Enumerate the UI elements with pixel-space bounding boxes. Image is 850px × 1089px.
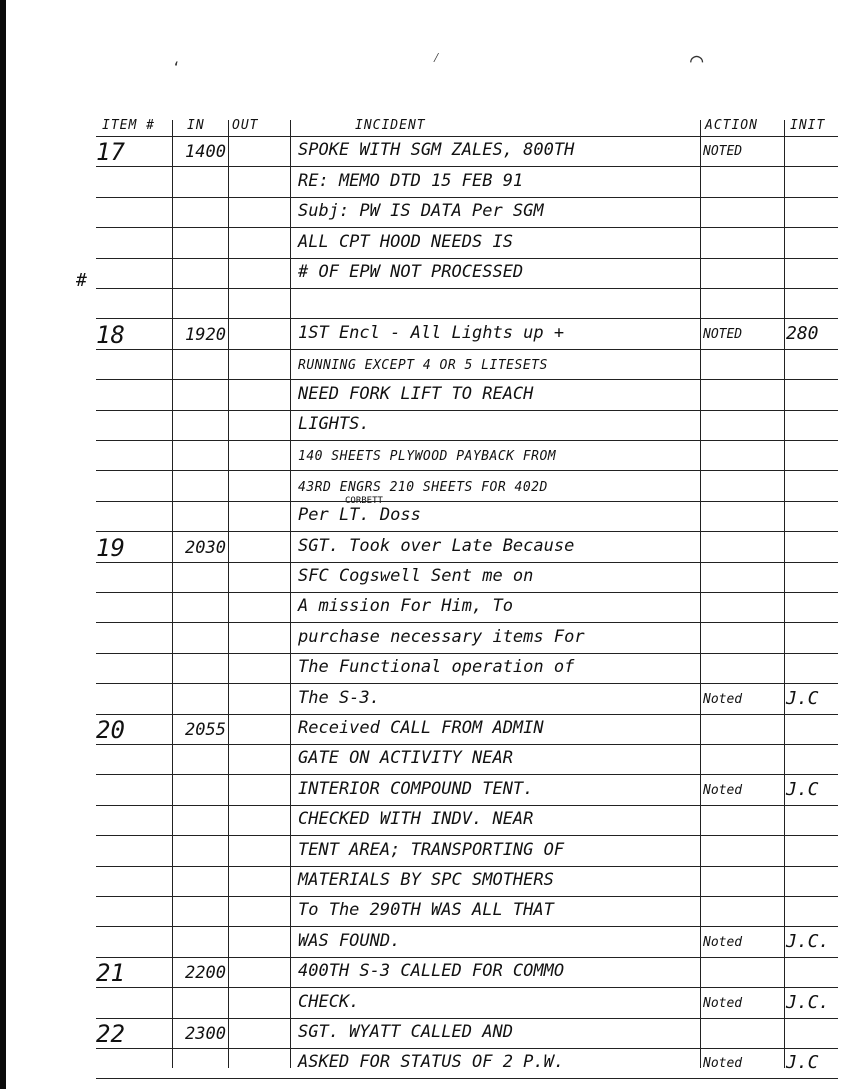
time-in: 2030: [185, 537, 226, 558]
incident-text: SGT. WYATT CALLED AND: [298, 1022, 513, 1042]
row-rule: [96, 318, 838, 319]
incident-text: CHECKED WITH INDV. NEAR: [298, 809, 534, 830]
incident-text: Received CALL FROM ADMIN: [298, 718, 544, 738]
header-incident: INCIDENT: [355, 118, 426, 133]
initials: J.C.: [786, 930, 830, 952]
time-in: 2200: [185, 963, 226, 984]
row-rule: [96, 1018, 838, 1019]
row-rule: [96, 805, 838, 806]
row-rule: [96, 349, 838, 350]
initials: J.C.: [786, 991, 830, 1013]
scan-edge: [0, 0, 6, 1089]
row-rule: [96, 987, 838, 988]
row-rule: [96, 470, 838, 471]
row-rule: [96, 683, 838, 684]
scan-mark: ⁄: [432, 50, 441, 66]
incident-text: NEED FORK LIFT TO REACH: [298, 383, 534, 404]
scan-mark: ⌒: [690, 48, 704, 73]
incident-text: ASKED FOR STATUS OF 2 P.W.: [298, 1052, 565, 1073]
row-rule: [96, 835, 838, 836]
incident-text: RE: MEMO DTD 15 FEB 91: [298, 170, 524, 191]
row-rule: [96, 288, 838, 289]
header-action: ACTION: [705, 118, 758, 133]
item-number: 20: [96, 716, 125, 744]
row-rule: [96, 410, 838, 411]
incident-text: 43RD ENGRS 210 SHEETS FOR 402D: [298, 479, 548, 495]
time-in: 1920: [185, 324, 226, 345]
row-rule: [96, 227, 838, 228]
incident-text: SGT. Took over Late Because: [298, 535, 575, 556]
incident-text: purchase necessary items For: [298, 626, 585, 647]
row-rule: [96, 562, 838, 563]
incident-text: TENT AREA; TRANSPORTING OF: [298, 839, 565, 860]
row-rule: [96, 166, 838, 167]
incident-text: Per LT. Doss: [298, 505, 421, 526]
time-in: 2300: [185, 1024, 226, 1044]
item-number: 17: [96, 138, 125, 167]
action-noted: Noted: [703, 995, 743, 1011]
row-rule: [96, 1048, 838, 1049]
action-noted: Noted: [703, 934, 743, 950]
header-init: INIT: [790, 118, 826, 133]
incident-text: SPOKE WITH SGM ZALES, 800TH: [298, 140, 575, 161]
header-in: IN: [187, 118, 205, 133]
incident-text: LIGHTS.: [298, 414, 370, 434]
row-rule: [96, 622, 838, 623]
row-rule: [96, 258, 838, 259]
header-rule: [96, 136, 838, 137]
action-noted: Noted: [703, 691, 743, 707]
over-note: CORBETT: [345, 496, 383, 507]
row-rule: [96, 379, 838, 380]
header-out: OUT: [232, 118, 259, 133]
incident-text: RUNNING EXCEPT 4 OR 5 LITESETS: [298, 358, 548, 374]
incident-text: A mission For Him, To: [298, 596, 513, 617]
incident-text: To The 290TH WAS ALL THAT: [298, 900, 554, 921]
incident-text: INTERIOR COMPOUND TENT.: [298, 778, 534, 799]
scan-mark: ʻ: [172, 60, 181, 76]
row-rule: [96, 926, 838, 927]
incident-text: 400TH S-3 CALLED FOR COMMO: [298, 961, 565, 982]
incident-text: SFC Cogswell Sent me on: [298, 566, 534, 586]
action-noted: NOTED: [703, 326, 743, 342]
item-number: 21: [96, 959, 125, 988]
initials: 280: [786, 322, 819, 344]
time-in: 2055: [185, 720, 226, 740]
item-number: 22: [96, 1020, 125, 1048]
row-rule: [96, 774, 838, 775]
incident-text: Subj: PW IS DATA Per SGM: [298, 201, 544, 222]
item-number: 19: [96, 533, 125, 562]
row-rule: [96, 653, 838, 654]
row-rule: [96, 592, 838, 593]
time-in: 1400: [185, 142, 226, 163]
action-noted: NOTED: [703, 144, 743, 160]
row-rule: [96, 440, 838, 441]
row-rule: [96, 866, 838, 867]
row-rule: [96, 744, 838, 745]
row-rule: [96, 896, 838, 897]
incident-text: GATE ON ACTIVITY NEAR: [298, 748, 513, 769]
incident-text: CHECK.: [298, 991, 360, 1012]
row-rule: [96, 714, 838, 715]
initials: J.C: [786, 1052, 819, 1074]
action-noted: Noted: [703, 782, 743, 798]
incident-text: 140 SHEETS PLYWOOD PAYBACK FROM: [298, 449, 557, 465]
incident-text: WAS FOUND.: [298, 930, 401, 951]
item-number: 18: [96, 320, 125, 349]
bullet-mark: #: [76, 270, 87, 291]
incident-text: 1ST Encl - All Lights up +: [298, 322, 565, 343]
incident-text: ALL CPT HOOD NEEDS IS: [298, 231, 513, 252]
row-rule: [96, 501, 838, 502]
row-rule: [96, 1078, 838, 1079]
initials: J.C: [786, 687, 819, 709]
row-rule: [96, 531, 838, 532]
incident-text: MATERIALS BY SPC SMOTHERS: [298, 870, 554, 890]
incident-text: The Functional operation of: [298, 657, 575, 678]
initials: J.C: [786, 778, 819, 800]
row-rule: [96, 957, 838, 958]
incident-text: # OF EPW NOT PROCESSED: [298, 262, 524, 282]
action-noted: Noted: [703, 1056, 743, 1072]
row-rule: [96, 197, 838, 198]
header-item: ITEM #: [102, 118, 155, 133]
incident-text: The S-3.: [298, 687, 380, 708]
